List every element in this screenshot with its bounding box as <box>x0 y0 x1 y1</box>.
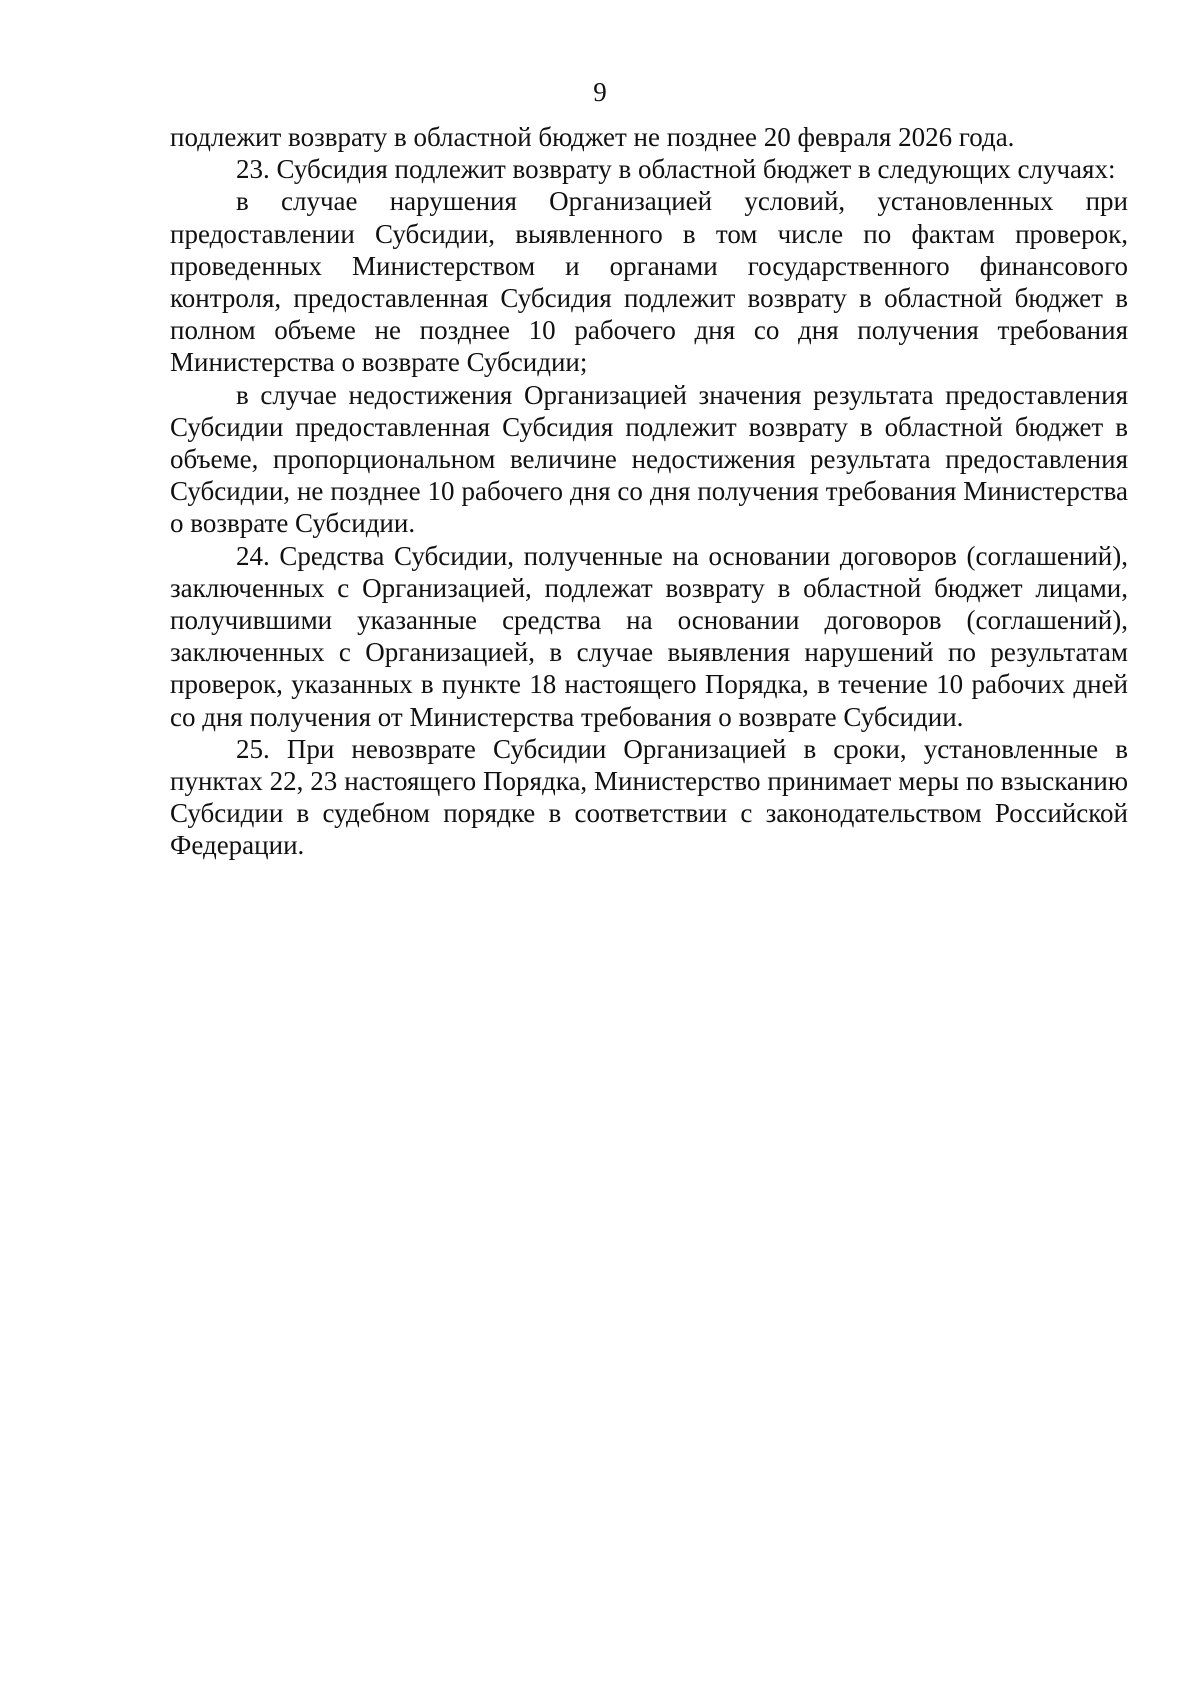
paragraph-item-25: 25. При невозврате Субсидии Организацией в сроки, установленные в пунктах 22, 23 настоящего Порядка, Министерство принимает меры по взысканию Субсидии в судебном порядке в соответствии с законодательством Российской Федерации. <box>170 733 1128 861</box>
paragraph-violation-case: в случае нарушения Организацией условий, установленных при предоставлении Субсидии, выявленного в том числе по фактам проверок, проведенных Министерством и органами государственного финансового контроля, предоставленная Субсидия подлежит возврату в областной бюджет в полном объеме не позднее 10 рабочего дня со дня получения требования Министерства о возврате Субсидии; <box>170 186 1128 378</box>
paragraph-item-23: 23. Субсидия подлежит возврату в областной бюджет в следующих случаях: <box>236 154 1116 185</box>
document-body <box>170 121 1128 862</box>
page-number: 9 <box>593 77 607 107</box>
paragraph-item-24: 24. Средства Субсидии, полученные на основании договоров (соглашений), заключенных с Организацией, подлежат возврату в областной бюджет лицами, получившими указанные средства на основании договоров (соглашений), заключенных с Организацией, в случае выявления нарушений по результатам проверок, указанных в пункте 18 настоящего Порядка, в течение 10 рабочих дней со дня получения от Министерства требования о возврате Субсидии. <box>170 540 1128 732</box>
paragraph-non-achievement-case: в случае недостижения Организацией значения результата предоставления Субсидии предоставленная Субсидия подлежит возврату в областной бюджет в объеме, пропорциональном величине недостижения результата предоставления Субсидии, не позднее 10 рабочего дня со дня получения требования Министерства о возврате Субсидии. <box>170 379 1128 539</box>
paragraph-continuation: подлежит возврату в областной бюджет не позднее 20 февраля 2026 года. <box>170 122 1015 152</box>
